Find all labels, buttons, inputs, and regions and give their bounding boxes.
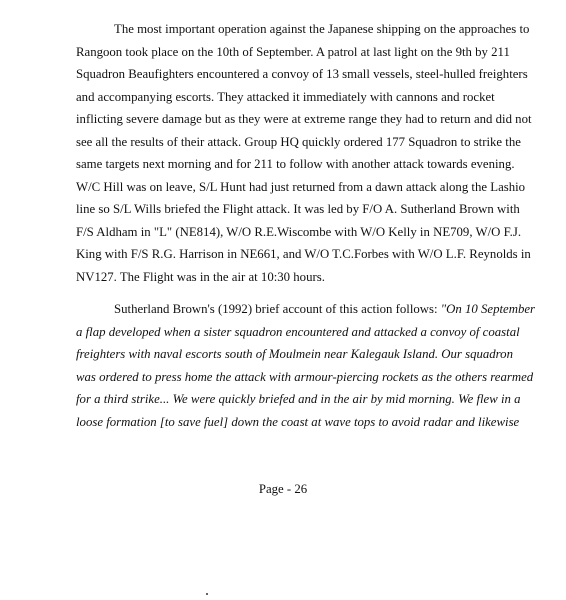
paragraph-1 <box>76 18 532 288</box>
paragraph-line <box>76 298 536 321</box>
paragraph-2 <box>76 298 536 433</box>
paragraph-line: F/S Aldham in "L" (NE814), W/O R.E.Wiscombe with W/O Kelly in NE709, W/O F.J. <box>76 224 522 239</box>
quote-line: freighters with naval escorts south of Moulmein near Kalegauk Island. Our squadron <box>76 347 513 361</box>
quote-line: loose formation [to save fuel] down the coast at wave tops to avoid radar and likewise <box>76 414 520 429</box>
paragraph-line: The most important operation against the Japanese shipping on the approaches to <box>114 22 530 36</box>
quote-line: for a third strike... We were quickly briefed and in the air by mid morning. We flew in a <box>76 392 521 406</box>
paragraph-line: Squadron Beaufighters encountered a convoy of 13 small vessels, steel-hulled freighters <box>76 67 528 81</box>
paragraph-line: see all the results of their attack. Group HQ quickly ordered 177 Squadron to strike the <box>76 134 521 149</box>
paragraph-line: W/C Hill was on leave, S/L Hunt had just returned from a dawn attack along the Lashio <box>76 179 526 194</box>
paragraph-line: same targets next morning and for 211 to follow with another attack towards evening. <box>76 157 515 171</box>
page-number: Page - 26 <box>258 482 308 496</box>
paragraph-line: and accompanying escorts. They attacked it immediately with cannons and rocket <box>76 89 495 104</box>
paragraph-line: inflicting severe damage but as they were at extreme range they had to return and did not <box>76 112 532 126</box>
quote-text: "On 10 September <box>440 302 536 316</box>
paragraph-line: line so S/L Wills briefed the Flight attack. It was led by F/O A. Sutherland Brown with <box>76 202 520 216</box>
paragraph-line: Rangoon took place on the 10th of September. A patrol at last light on the 9th by 211 <box>76 44 510 59</box>
paragraph-line: King with F/S R.G. Harrison in NE661, and W/O T.C.Forbes with W/O L.F. Reynolds in <box>76 247 531 261</box>
quote-line: a flap developed when a sister squadron encountered and attacked a convoy of coastal <box>76 324 520 339</box>
paragraph-intro: Sutherland Brown's (1992) brief account of this action follows: <box>114 302 441 316</box>
scan-speck <box>206 593 208 595</box>
quote-line: was ordered to press home the attack with armour-piercing rockets as the others rearmed <box>76 369 534 384</box>
paragraph-line: NV127. The Flight was in the air at 10:30 hours. <box>76 269 325 284</box>
